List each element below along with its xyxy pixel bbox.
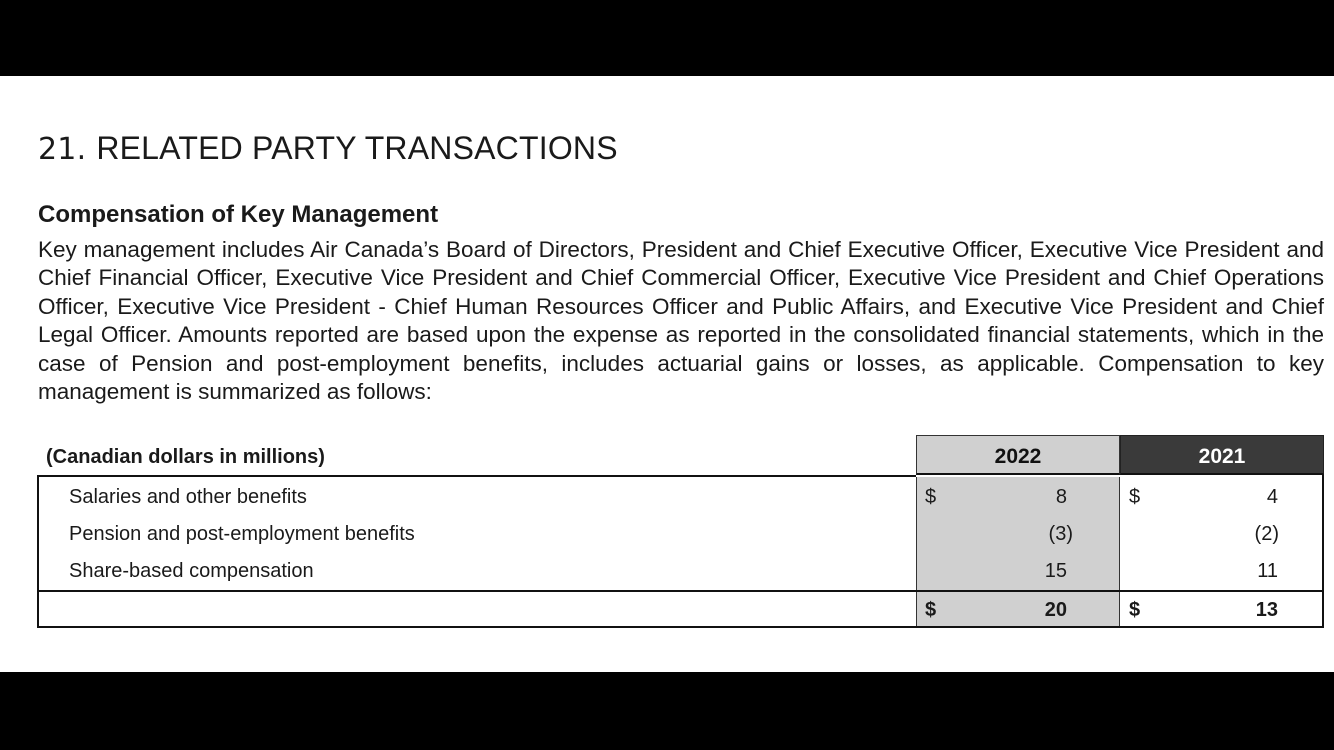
subheading: Compensation of Key Management [38, 201, 439, 228]
value-2022: 15 [1044, 560, 1067, 582]
column-header-2022 [916, 435, 1120, 475]
row-label: Salaries and other benefits [69, 486, 307, 508]
section-title [38, 130, 618, 167]
section-title-text: RELATED PARTY TRANSACTIONS [96, 130, 618, 166]
row-label: Share-based compensation [69, 560, 314, 582]
value-2021: 4 [1266, 486, 1278, 508]
document-page [0, 76, 1334, 672]
currency-symbol: $ [1129, 599, 1141, 621]
total-separator [37, 590, 1324, 592]
value-2021: (2) [1254, 523, 1279, 545]
table-header-label-cell [37, 435, 916, 477]
currency-symbol: $ [925, 486, 937, 508]
value-2022: 8 [1055, 486, 1067, 508]
compensation-table [37, 435, 1324, 630]
column-header-2021 [1120, 435, 1324, 475]
section-number: 21. [38, 132, 87, 167]
total-2022: 20 [1044, 599, 1067, 621]
column-header-2021-label: 2021 [1198, 445, 1246, 468]
currency-symbol: $ [925, 599, 937, 621]
value-2021: 11 [1257, 560, 1278, 582]
table-header-label: (Canadian dollars in millions) [46, 446, 325, 468]
column-header-2022-label: 2022 [994, 445, 1042, 468]
total-2021: 13 [1255, 599, 1278, 621]
value-2022: (3) [1048, 523, 1073, 545]
currency-symbol: $ [1129, 486, 1141, 508]
row-label: Pension and post-employment benefits [69, 523, 415, 545]
body-paragraph: Key management includes Air Canada’s Board of Directors, President and Chief Executive Officer, Executive Vice President and Chief Financial Officer, Executive Vice President and Chief Commercial Officer, Executive Vice President and Chief Operations Officer, Executive Vice President - Chief Human Resources Officer and Public Affairs, and Executive Vice President and Chief Legal Officer. Amounts reported are based upon the expense as reported in the consolidated financial statements, which in the case of Pension and post-employment benefits, includes actuarial gains or losses, as applicable. Compensation to key management is summarized as follows: [38, 237, 1324, 405]
